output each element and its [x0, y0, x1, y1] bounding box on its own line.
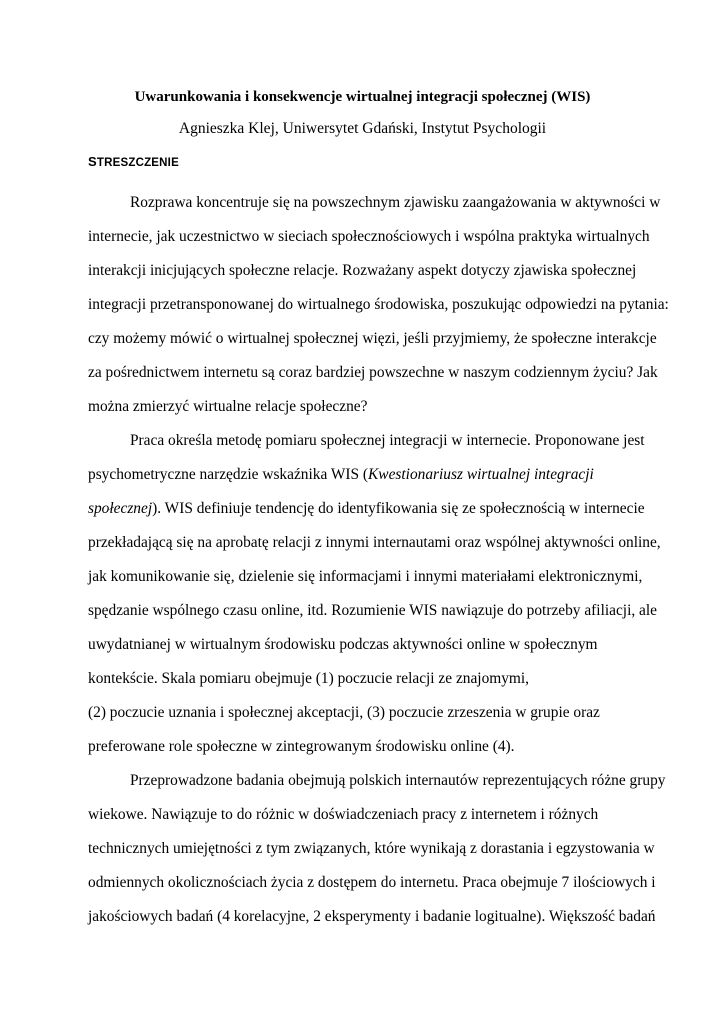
- text-line: technicznych umiejętności z tym związanych, które wynikają z dorastania i egzystowania w: [88, 840, 655, 857]
- text-line: za pośrednictwem internetu są coraz bardziej powszechne w naszym codziennym życiu? Jak: [88, 364, 658, 381]
- author-affiliation: Agnieszka Klej, Uniwersytet Gdański, Instytut Psychologii: [178, 120, 547, 137]
- paper-title: Uwarunkowania i konsekwencje wirtualnej integracji społecznej (WIS): [134, 89, 591, 105]
- questionnaire-title-italic: społecznej: [88, 500, 153, 517]
- text-line: [88, 458, 639, 492]
- text-line: uwydatnianej w wirtualnym środowisku podczas aktywności online w społecznym: [88, 636, 598, 653]
- text-line: Praca określa metodę pomiaru społecznej integracji w internecie. Proponowane jest: [130, 432, 645, 449]
- text-line: można zmierzyć wirtualne relacje społeczne?: [88, 398, 368, 415]
- text-line: interakcji inicjujących społeczne relacje. Rozważany aspekt dotyczy zjawiska społecznej: [88, 262, 637, 279]
- paragraph-2: [88, 424, 661, 764]
- text-line: przekładającą się na aprobatę relacji z innymi internautami oraz wspólnej aktywności online,: [88, 534, 661, 551]
- paragraph-3: [88, 764, 666, 934]
- section-heading-abstract: [88, 154, 179, 171]
- text-line: preferowane role społeczne w zintegrowanym środowisku online (4).: [88, 738, 515, 755]
- text-line: czy możemy mówić o wirtualnej społecznej więzi, jeśli przyjmiemy, że społeczne interakcje: [88, 330, 657, 347]
- text-line: jak komunikowanie się, dzielenie się informacjami i innymi materiałami elektronicznymi,: [88, 568, 643, 585]
- text-run: ). WIS definiuje tendencję do identyfikowania się ze społecznością w internecie: [152, 500, 645, 517]
- text-line: kontekście. Skala pomiaru obejmuje (1) poczucie relacji ze znajomymi,: [88, 670, 530, 687]
- text-line: odmiennych okolicznościach życia z dostępem do internetu. Praca obejmuje 7 ilościowych i: [88, 874, 656, 891]
- text-line: jakościowych badań (4 korelacyjne, 2 eksperymenty i badanie logitualne). Większość badań: [88, 908, 656, 925]
- text-line: (2) poczucie uznania i społecznej akceptacji, (3) poczucie zrzeszenia w grupie oraz: [88, 704, 600, 721]
- text-line: integracji przetransponowanej do wirtualnego środowiska, poszukując odpowiedzi na pytania:: [88, 296, 669, 313]
- questionnaire-title-italic: Kwestionariusz wirtualnej integracji: [368, 466, 594, 483]
- text-run: psychometryczne narzędzie wskaźnika WIS (: [88, 466, 369, 483]
- text-line: Rozprawa koncentruje się na powszechnym zjawisku zaangażowania w aktywności w: [130, 194, 661, 211]
- text-line: [88, 492, 645, 526]
- text-line: internecie, jak uczestnictwo w sieciach społecznościowych i wspólna praktyka wirtualnych: [88, 228, 650, 245]
- paragraph-1: [88, 186, 669, 424]
- abstract-body: [88, 186, 669, 934]
- text-line: wiekowe. Nawiązuje to do różnic w doświadczeniach pracy z internetem i różnych: [88, 806, 599, 823]
- heading-initial: S: [88, 154, 97, 169]
- heading-rest: TRESZCZENIE: [96, 157, 179, 169]
- text-line: spędzanie wspólnego czasu online, itd. Rozumienie WIS nawiązuje do potrzeby afiliacji, ale: [88, 602, 657, 619]
- text-line: Przeprowadzone badania obejmują polskich internautów reprezentujących różne grupy: [130, 772, 666, 789]
